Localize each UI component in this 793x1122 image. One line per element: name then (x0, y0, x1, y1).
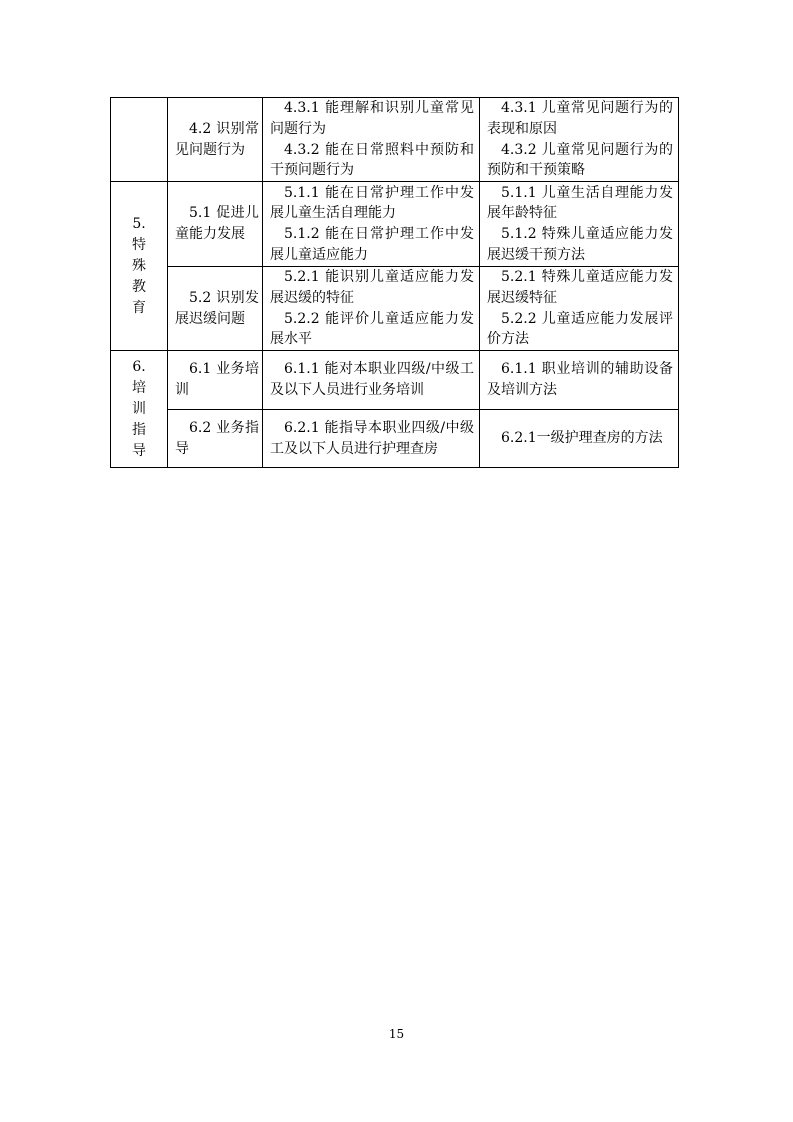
knowledge-requirements-cell (480, 267, 679, 351)
table-row (111, 182, 679, 267)
skill-item: 5.2.1 能识别儿童适应能力发展迟缓的特征 (270, 269, 474, 306)
knowledge-requirements-cell (480, 410, 679, 468)
unit-cell (168, 351, 263, 410)
skill-item: 4.3.1 能理解和识别儿童常见问题行为 (270, 100, 474, 137)
skill-requirements-cell (263, 351, 480, 410)
unit-cell (168, 98, 263, 182)
unit-title: 6.1 业务培训 (175, 361, 259, 398)
skill-item: 4.3.2 能在日常照料中预防和干预问题行为 (270, 141, 474, 179)
unit-title: 5.1 促进儿童能力发展 (175, 205, 259, 242)
unit-title: 6.2 业务指导 (175, 419, 259, 457)
table-row (111, 410, 679, 468)
skill-item: 5.2.2 能评价儿童适应能力发展水平 (270, 310, 474, 348)
section-number: 6. (132, 358, 146, 375)
knowledge-item: 4.3.1 儿童常见问题行为的表现和原因 (487, 100, 673, 137)
table-row (111, 351, 679, 410)
knowledge-item: 5.2.1 特殊儿童适应能力发展迟缓特征 (487, 269, 673, 306)
knowledge-item: 5.2.2 儿童适应能力发展评价方法 (487, 310, 673, 348)
table-row (111, 98, 679, 182)
unit-title: 5.2 识别发展迟缓问题 (175, 289, 259, 327)
page-number: 15 (388, 1027, 405, 1041)
skill-requirements-cell (263, 410, 480, 468)
competency-table (110, 97, 679, 468)
unit-title: 4.2 识别常见问题行为 (175, 120, 259, 158)
unit-cell (168, 410, 263, 468)
knowledge-item: 6.1.1 职业培训的辅助设备及培训方法 (487, 361, 673, 398)
section-title: 培训指导 (132, 379, 146, 459)
knowledge-item: 6.2.1一级护理查房的方法 (501, 430, 663, 447)
skill-item: 5.1.1 能在日常护理工作中发展儿童生活自理能力 (270, 184, 474, 222)
table-row (111, 267, 679, 351)
section-number: 5. (132, 215, 146, 232)
section-title: 特殊教育 (132, 236, 146, 316)
skill-requirements-cell (263, 182, 480, 267)
section-cell (111, 182, 168, 351)
knowledge-requirements-cell (480, 182, 679, 267)
skill-requirements-cell (263, 98, 480, 182)
knowledge-requirements-cell (480, 351, 679, 410)
knowledge-requirements-cell (480, 98, 679, 182)
skill-requirements-cell (263, 267, 480, 351)
knowledge-item: 5.1.2 特殊儿童适应能力发展迟缓干预方法 (487, 226, 673, 263)
section-cell (111, 351, 168, 468)
skill-item: 6.2.1 能指导本职业四级/中级工及以下人员进行护理查房 (270, 419, 474, 457)
knowledge-item: 5.1.1 儿童生活自理能力发展年龄特征 (487, 184, 673, 222)
skill-item: 5.1.2 能在日常护理工作中发展儿童适应能力 (270, 226, 474, 263)
section-cell (111, 98, 168, 182)
skill-item: 6.1.1 能对本职业四级/中级工及以下人员进行业务培训 (270, 361, 474, 398)
unit-cell (168, 267, 263, 351)
knowledge-item: 4.3.2 儿童常见问题行为的预防和干预策略 (487, 141, 673, 179)
unit-cell (168, 182, 263, 267)
